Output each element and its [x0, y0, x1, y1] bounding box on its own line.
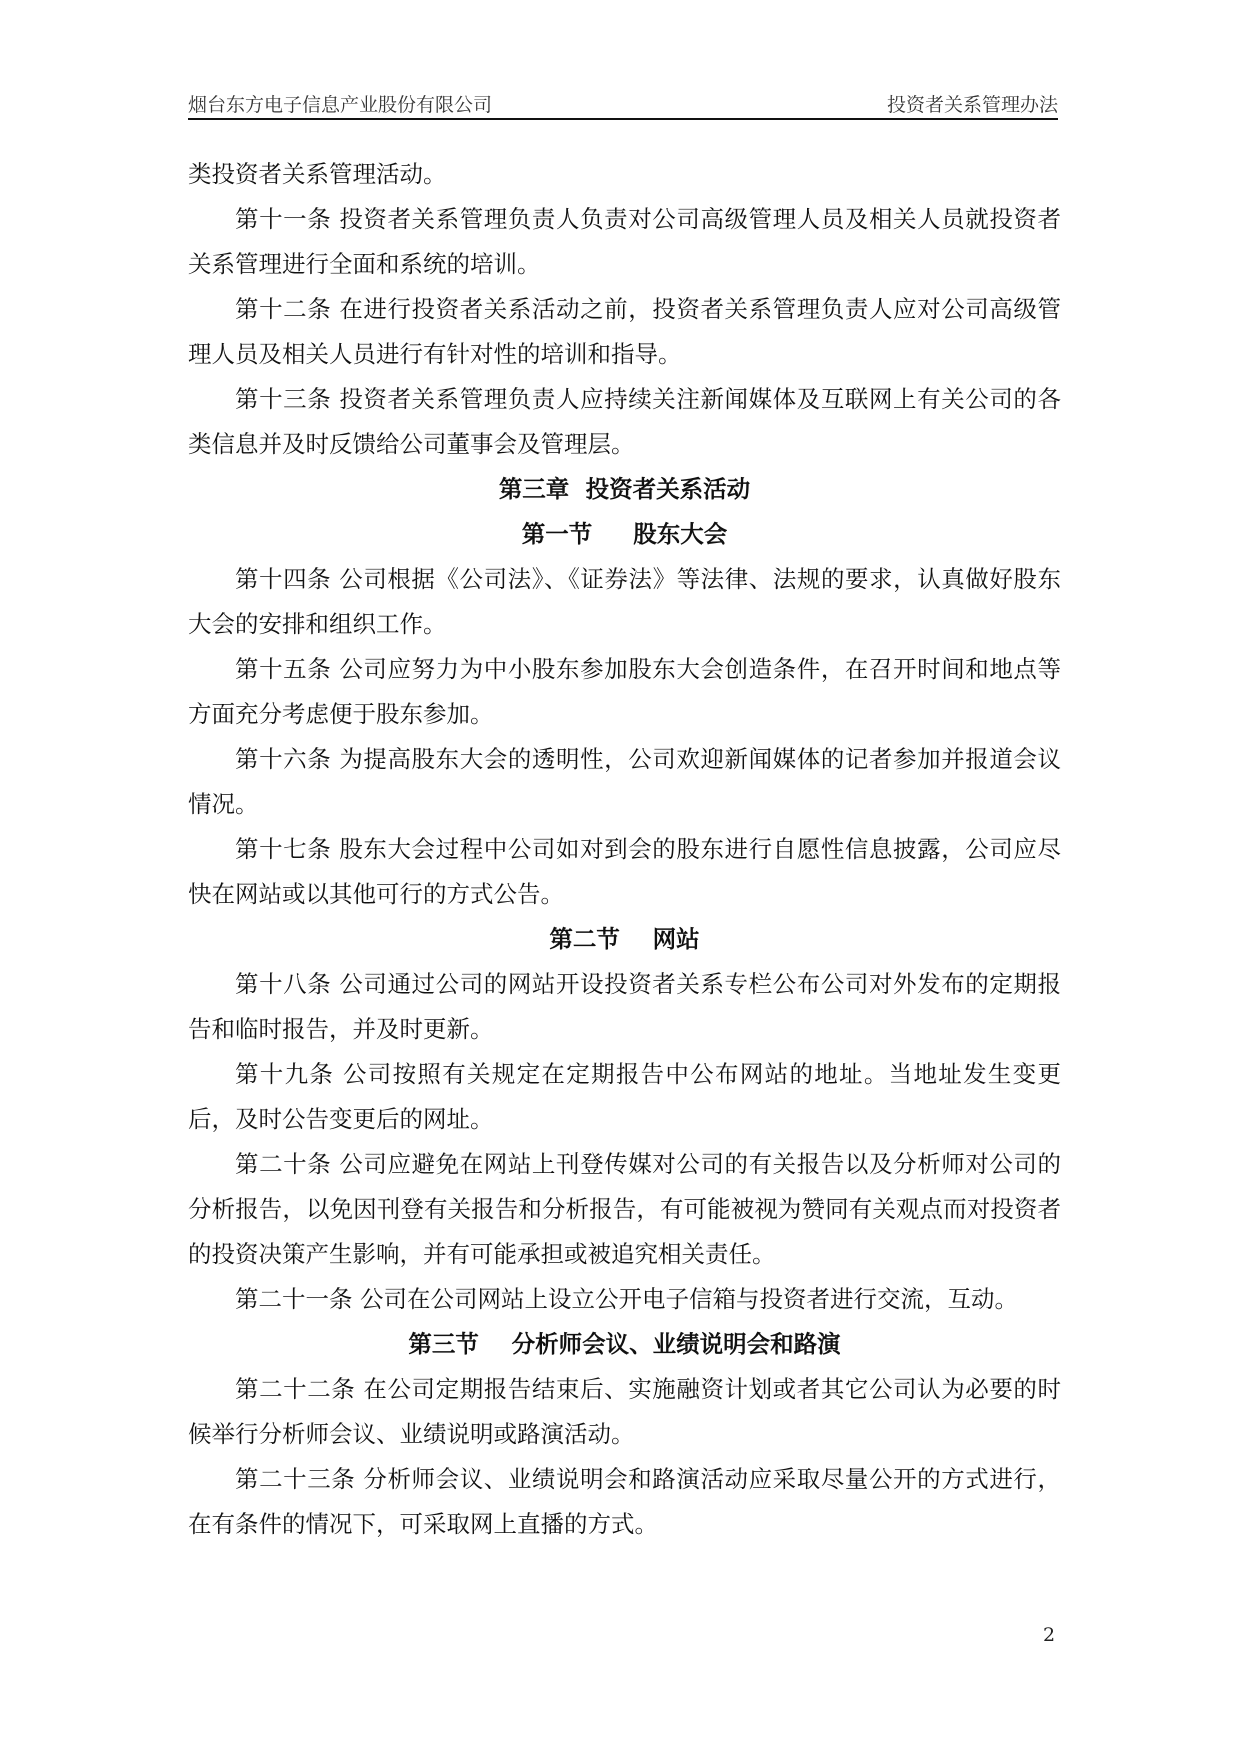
paragraph: 第十八条 公司通过公司的网站开设投资者关系专栏公布公司对外发布的定期报告和临时报告，并及时更新。 — [188, 970, 1061, 1043]
section-heading: 第二节 网站 — [549, 925, 700, 953]
page-number: 2 — [1043, 1624, 1056, 1646]
header-doc-title: 投资者关系管理办法 — [886, 94, 1058, 116]
paragraph: 第十六条 为提高股东大会的透明性，公司欢迎新闻媒体的记者参加并报道会议情况。 — [188, 745, 1061, 818]
header-company: 烟台东方电子信息产业股份有限公司 — [188, 94, 493, 116]
paragraph: 第二十三条 分析师会议、业绩说明会和路演活动应采取尽量公开的方式进行，在有条件的情况下，可采取网上直播的方式。 — [188, 1465, 1061, 1538]
paragraph: 类投资者关系管理活动。 — [188, 160, 447, 188]
paragraph: 第十二条 在进行投资者关系活动之前，投资者关系管理负责人应对公司高级管理人员及相关人员进行有针对性的培训和指导。 — [188, 295, 1061, 368]
paragraph: 第十九条 公司按照有关规定在定期报告中公布网站的地址。当地址发生变更后，及时公告变更后的网址。 — [188, 1060, 1061, 1133]
document-body — [188, 152, 1061, 1547]
page-header — [188, 82, 1058, 120]
section-heading: 第三节 分析师会议、业绩说明会和路演 — [408, 1330, 841, 1358]
paragraph: 第十一条 投资者关系管理负责人负责对公司高级管理人员及相关人员就投资者关系管理进行全面和系统的培训。 — [188, 205, 1061, 278]
section-heading: 第三章 投资者关系活动 — [498, 475, 751, 503]
paragraph: 第十七条 股东大会过程中公司如对到会的股东进行自愿性信息披露，公司应尽快在网站或以其他可行的方式公告。 — [188, 835, 1061, 908]
paragraph: 第十三条 投资者关系管理负责人应持续关注新闻媒体及互联网上有关公司的各类信息并及时反馈给公司董事会及管理层。 — [188, 385, 1061, 458]
paragraph: 第二十条 公司应避免在网站上刊登传媒对公司的有关报告以及分析师对公司的分析报告，以免因刊登有关报告和分析报告，有可能被视为赞同有关观点而对投资者的投资决策产生影响，并有可能承担或被追究相关责任。 — [188, 1150, 1061, 1268]
paragraph: 第二十一条 公司在公司网站上设立公开电子信箱与投资者进行交流，互动。 — [235, 1285, 1018, 1313]
section-heading: 第一节 股东大会 — [521, 520, 728, 548]
paragraph: 第十五条 公司应努力为中小股东参加股东大会创造条件，在召开时间和地点等方面充分考虑便于股东参加。 — [188, 655, 1061, 728]
paragraph: 第二十二条 在公司定期报告结束后、实施融资计划或者其它公司认为必要的时候举行分析师会议、业绩说明或路演活动。 — [188, 1375, 1061, 1448]
paragraph: 第十四条 公司根据《公司法》、《证券法》等法律、法规的要求，认真做好股东大会的安排和组织工作。 — [188, 565, 1061, 638]
